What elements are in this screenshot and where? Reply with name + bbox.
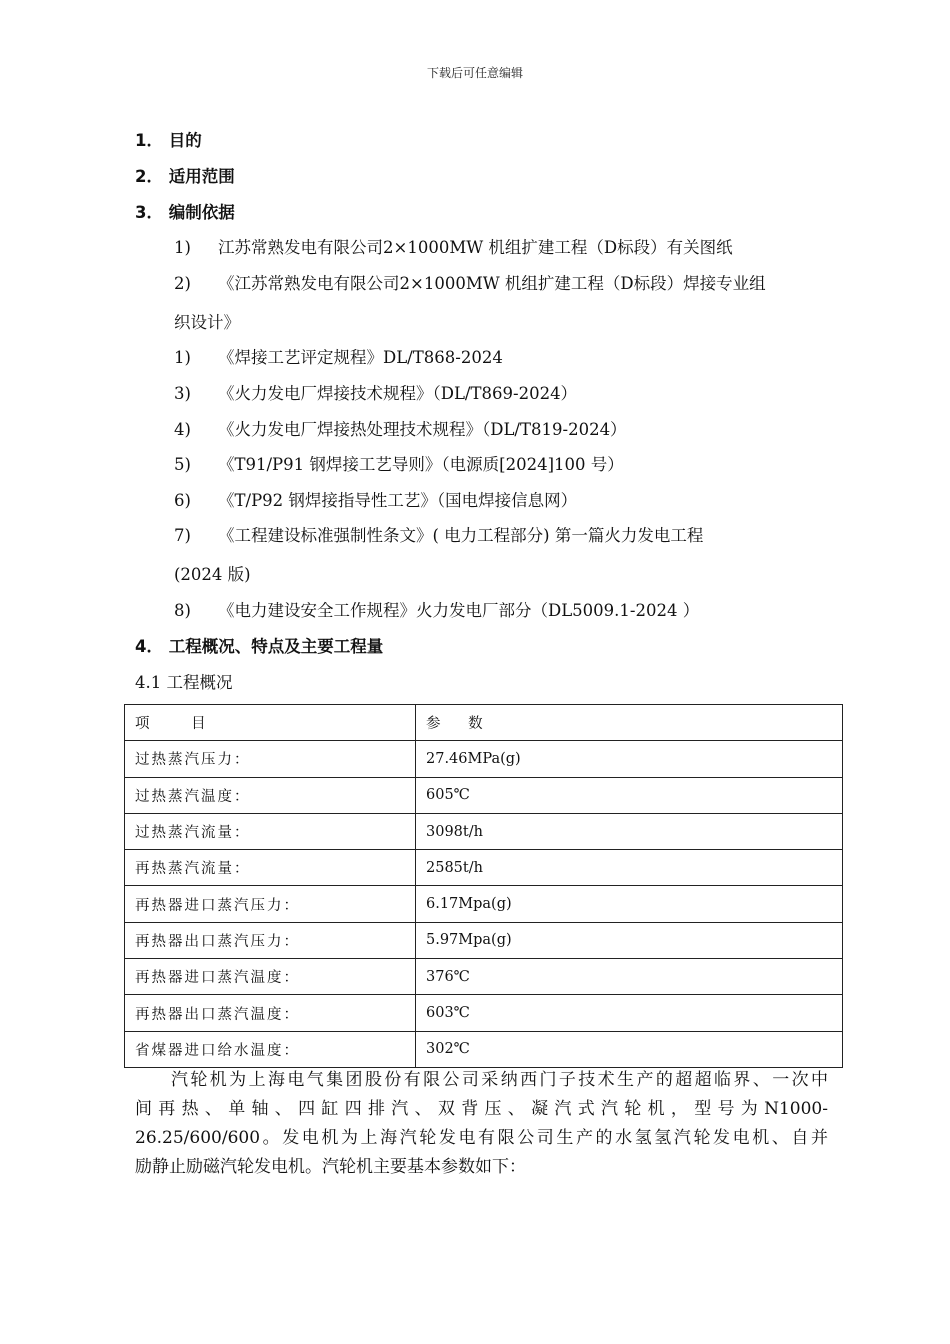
parameter-name: 再热器进口蒸汽压力：	[125, 886, 416, 922]
section-number: 1．	[135, 131, 163, 150]
reference-number: 4)	[174, 420, 191, 439]
reference-number: 1)	[174, 348, 191, 367]
parameter-name: 过热蒸汽压力：	[125, 741, 416, 777]
reference-item	[174, 454, 624, 476]
reference-item	[174, 525, 703, 547]
table-row	[125, 1031, 843, 1067]
reference-text: 《T91/P91 钢焊接工艺导则》（电源质[2024]100 号）	[218, 455, 624, 474]
turbine-description-paragraph	[135, 1066, 828, 1182]
reference-number: 1)	[174, 238, 191, 257]
parameter-name: 过热蒸汽温度：	[125, 777, 416, 813]
parameter-table	[124, 704, 843, 1068]
reference-number: 6)	[174, 491, 191, 510]
table-header-cell: 参 数	[416, 705, 843, 741]
parameter-name: 再热蒸汽流量：	[125, 850, 416, 886]
section-number: 4．	[135, 637, 163, 656]
reference-continuation: (2024 版)	[174, 565, 251, 584]
section-number: 3．	[135, 203, 163, 222]
parameter-value: 603℃	[416, 995, 843, 1031]
reference-number: 3)	[174, 384, 191, 403]
reference-number: 7)	[174, 526, 191, 545]
reference-number: 2)	[174, 274, 191, 293]
page-header: 下载后可任意编辑	[426, 66, 523, 80]
table-row	[125, 777, 843, 813]
paragraph-line: 汽轮机为上海电气集团股份有限公司采纳西门子技术生产的超超临界、一次中	[171, 1070, 828, 1090]
parameter-value: 5.97Mpa(g)	[416, 922, 843, 958]
reference-number: 5)	[174, 455, 191, 474]
reference-text: 《T/P92 钢焊接指导性工艺》（国电焊接信息网）	[218, 491, 578, 510]
table-header-cell: 项 目	[125, 705, 416, 741]
paragraph-line: 26.25/600/600。发电机为上海汽轮发电有限公司生产的水氢氢汽轮发电机、自并	[135, 1128, 828, 1148]
reference-item	[174, 383, 577, 405]
table-row	[125, 886, 843, 922]
section-heading-2	[135, 166, 235, 188]
table-row	[125, 995, 843, 1031]
parameter-value: 3098t/h	[416, 813, 843, 849]
reference-item	[174, 347, 503, 369]
reference-item	[174, 600, 699, 622]
table-row	[125, 922, 843, 958]
table-row	[125, 813, 843, 849]
paragraph-line: 间再热、单轴、四缸四排汽、双背压、凝汽式汽轮机，型号为N1000-	[135, 1099, 828, 1119]
section-title: 编制依据	[168, 203, 235, 222]
table-row	[125, 850, 843, 886]
table-header-row	[125, 705, 843, 741]
parameter-name: 再热器进口蒸汽温度：	[125, 959, 416, 995]
parameter-value: 27.46MPa(g)	[416, 741, 843, 777]
reference-item	[174, 237, 733, 259]
parameter-name: 过热蒸汽流量：	[125, 813, 416, 849]
reference-item	[174, 490, 577, 512]
reference-text: 《火力发电厂焊接热处理技术规程》（DL/T819-2024）	[218, 420, 627, 439]
parameter-value: 6.17Mpa(g)	[416, 886, 843, 922]
reference-text: 《江苏常熟发电有限公司2×1000MW 机组扩建工程（D标段）焊接专业组	[218, 274, 766, 293]
reference-text: 《火力发电厂焊接技术规程》（DL/T869-2024）	[218, 384, 578, 403]
section-number: 2．	[135, 167, 163, 186]
reference-text: 江苏常熟发电有限公司2×1000MW 机组扩建工程（D标段）有关图纸	[218, 238, 733, 257]
paragraph-line: 励静止励磁汽轮发电机。汽轮机主要基本参数如下：	[135, 1157, 526, 1177]
section-heading-1	[135, 130, 202, 152]
section-title: 适用范围	[168, 167, 235, 186]
parameter-value: 376℃	[416, 959, 843, 995]
reference-number: 8)	[174, 601, 191, 620]
parameter-name: 再热器出口蒸汽温度：	[125, 995, 416, 1031]
section-title: 工程概况、特点及主要工程量	[168, 637, 384, 656]
section-heading-3	[135, 202, 235, 224]
reference-text: 《电力建设安全工作规程》火力发电厂部分（DL5009.1-2024 ）	[218, 601, 700, 620]
table-row	[125, 741, 843, 777]
parameter-value: 605℃	[416, 777, 843, 813]
parameter-name: 省煤器进口给水温度：	[125, 1031, 416, 1067]
reference-text: 《工程建设标准强制性条文》( 电力工程部分) 第一篇火力发电工程	[218, 526, 704, 545]
reference-continuation: 织设计》	[174, 313, 240, 332]
parameter-value: 2585t/h	[416, 850, 843, 886]
table-row	[125, 959, 843, 995]
parameter-value: 302℃	[416, 1031, 843, 1067]
section-title: 目的	[168, 131, 202, 150]
section-heading-4	[135, 636, 383, 658]
reference-item	[174, 273, 766, 295]
reference-text: 《焊接工艺评定规程》DL/T868-2024	[218, 348, 503, 367]
subsection-title: 4.1 工程概况	[135, 673, 233, 692]
parameter-name: 再热器出口蒸汽压力：	[125, 922, 416, 958]
reference-item	[174, 419, 627, 441]
